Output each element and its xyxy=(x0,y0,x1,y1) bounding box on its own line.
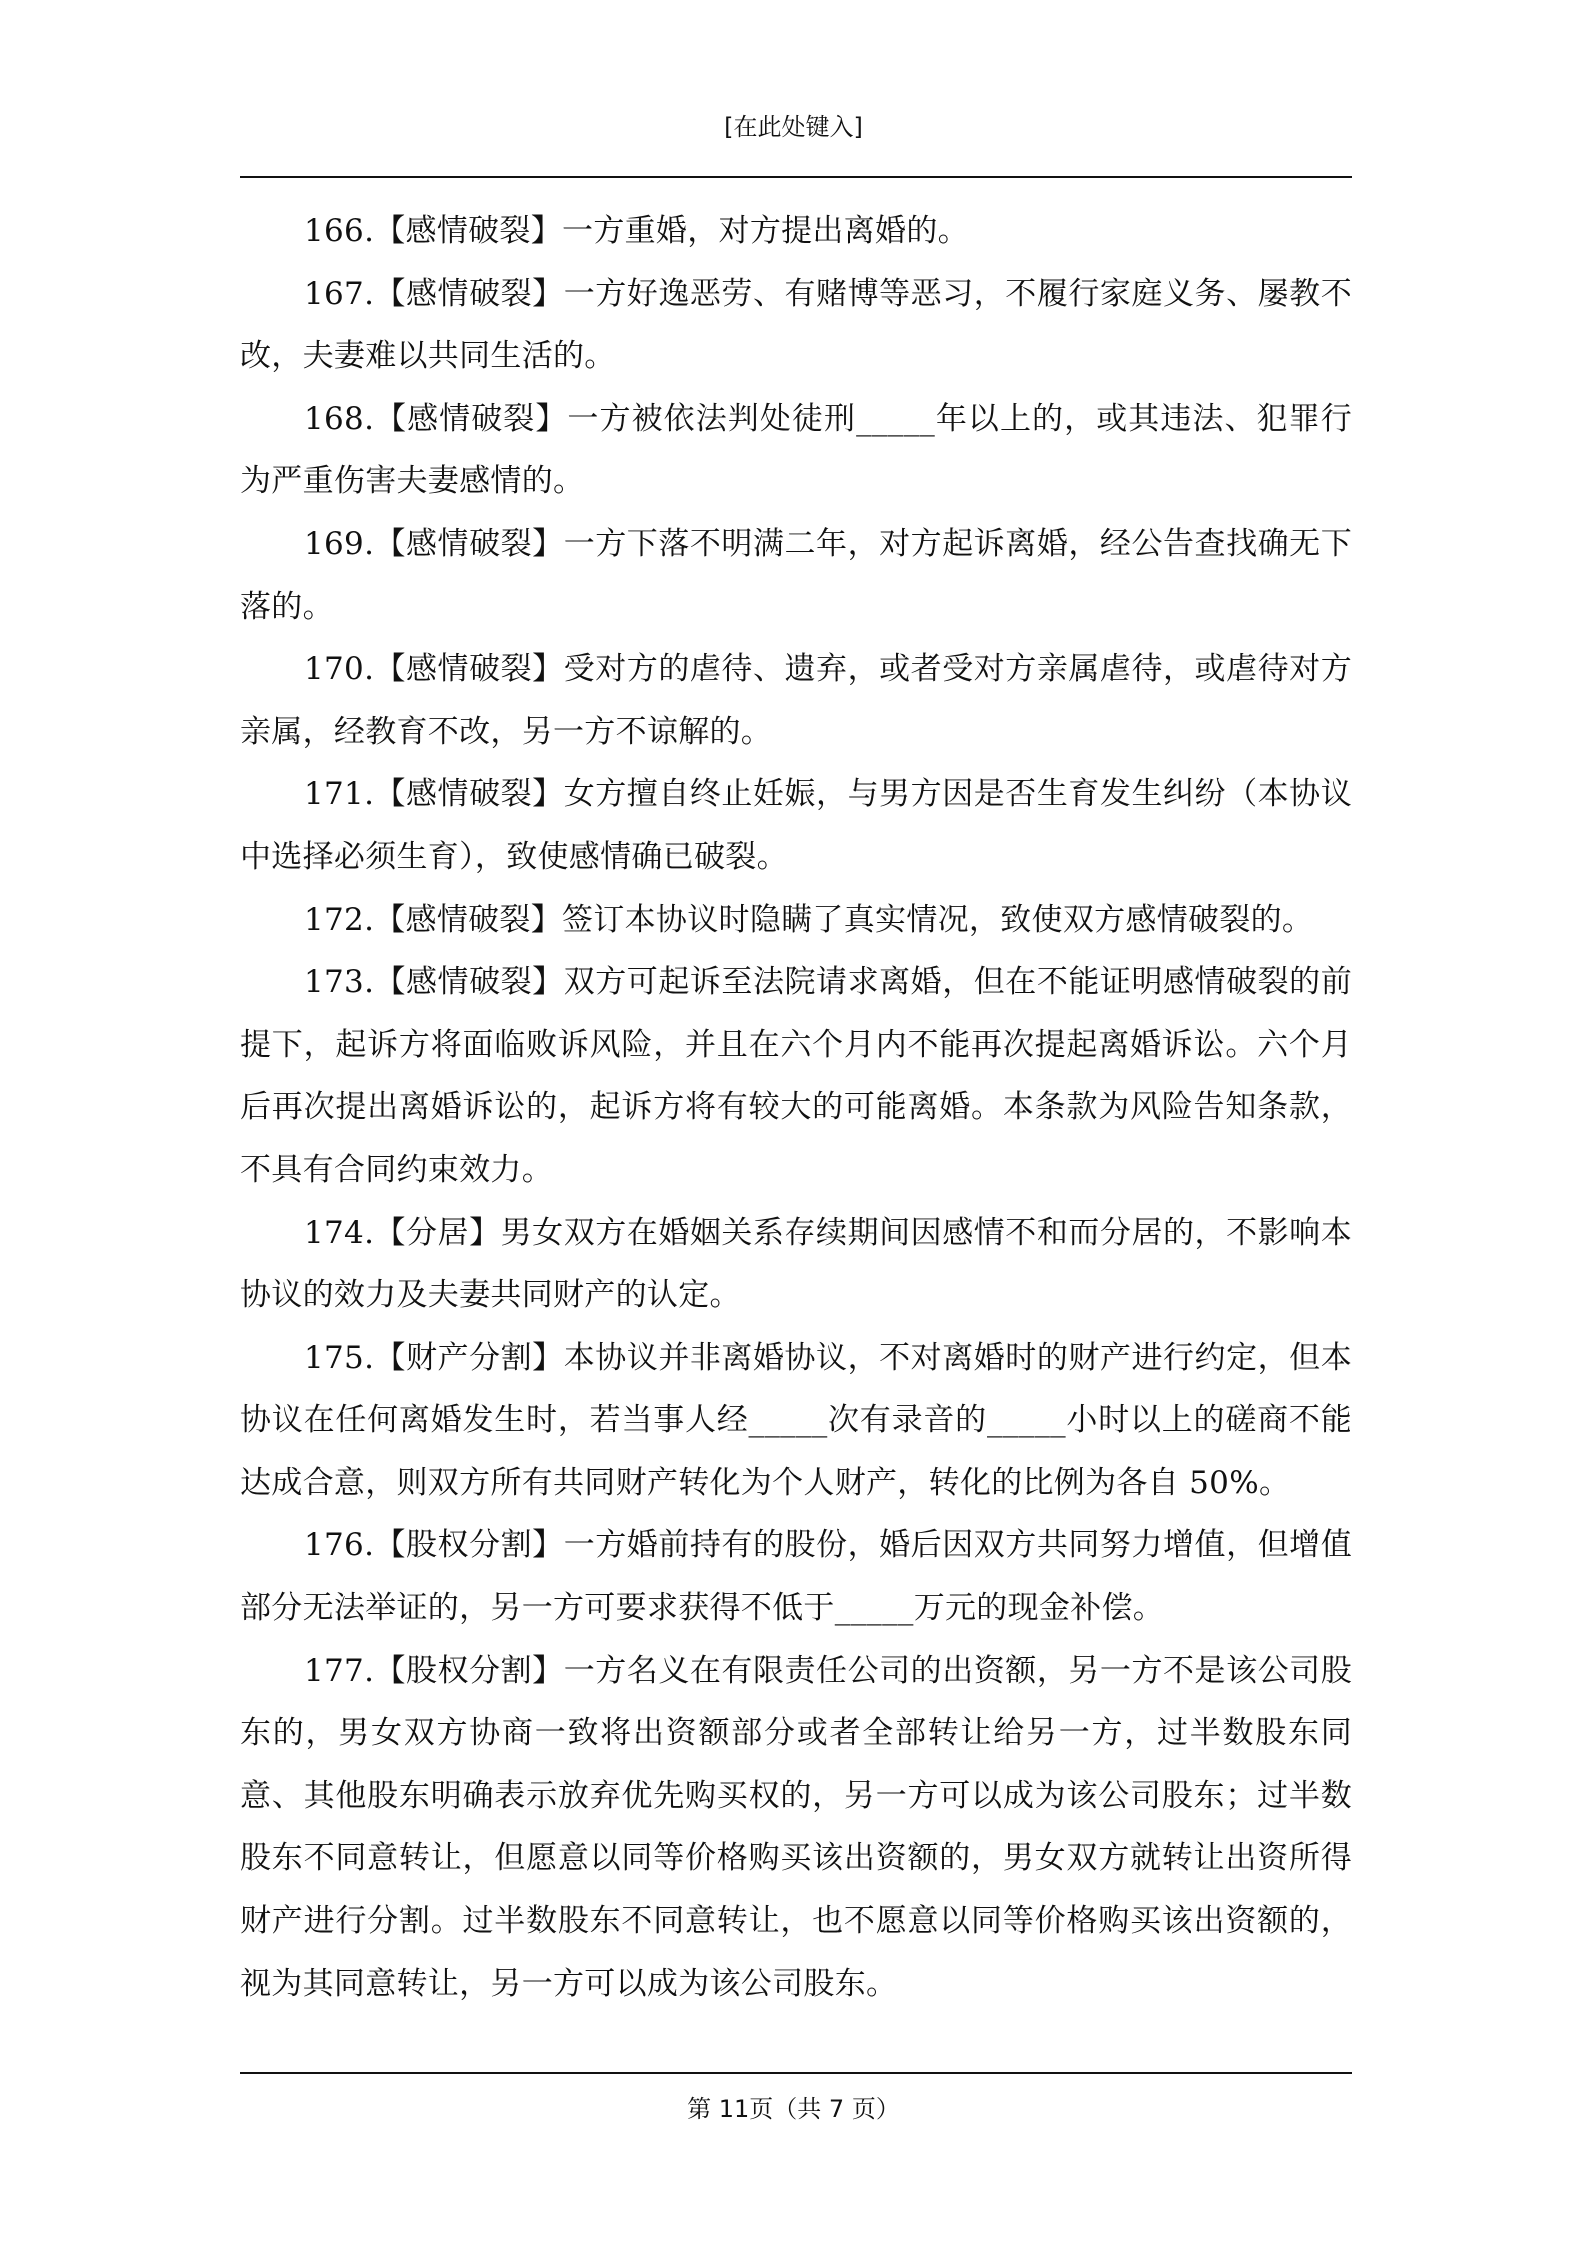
clause-175: 175.【财产分割】本协议并非离婚协议，不对离婚时的财产进行约定，但本协议在任何离婚发生时，若当事人经_____次有录音的_____小时以上的磋商不能达成合意，则双方所有共同财产转化为个人财产，转化的比例为各自 50%。 xyxy=(240,1339,1352,1501)
page-header: [在此处键入] xyxy=(724,113,863,141)
clause-173: 173.【感情破裂】双方可起诉至法院请求离婚，但在不能证明感情破裂的前提下，起诉方将面临败诉风险，并且在六个月内不能再次提起离婚诉讼。六个月后再次提出离婚诉讼的，起诉方将有较大的可能离婚。本条款为风险告知条款，不具有合同约束效力。 xyxy=(240,964,1352,1188)
clause-176: 176.【股权分割】一方婚前持有的股份，婚后因双方共同努力增值，但增值部分无法举证的，另一方可要求获得不低于_____万元的现金补偿。 xyxy=(240,1527,1352,1627)
page-footer: 第 11页（共 7 页） xyxy=(687,2095,900,2123)
clause-174: 174.【分居】男女双方在婚姻关系存续期间因感情不和而分居的，不影响本协议的效力及夫妻共同财产的认定。 xyxy=(240,1214,1352,1314)
clause-169: 169.【感情破裂】一方下落不明满二年，对方起诉离婚，经公告查找确无下落的。 xyxy=(240,525,1352,625)
footer-rule xyxy=(240,2072,1352,2074)
header-rule xyxy=(240,176,1352,178)
clause-170: 170.【感情破裂】受对方的虐待、遗弃，或者受对方亲属虐待，或虐待对方亲属，经教育不改，另一方不谅解的。 xyxy=(240,651,1352,750)
document-body xyxy=(240,200,1352,2015)
clause-167: 167.【感情破裂】一方好逸恶劳、有赌博等恶习，不履行家庭义务、屡教不改，夫妻难以共同生活的。 xyxy=(240,275,1352,375)
clause-171: 171.【感情破裂】女方擅自终止妊娠，与男方因是否生育发生纠纷（本协议中选择必须生育），致使感情确已破裂。 xyxy=(240,776,1352,875)
clause-166: 166.【感情破裂】一方重婚，对方提出离婚的。 xyxy=(304,213,969,249)
clause-177: 177.【股权分割】一方名义在有限责任公司的出资额，另一方不是该公司股东的，男女双方协商一致将出资额部分或者全部转让给另一方，过半数股东同意、其他股东明确表示放弃优先购买权的，另一方可以成为该公司股东；过半数股东不同意转让，但愿意以同等价格购买该出资额的，男女双方就转让出资所得财产进行分割。过半数股东不同意转让，也不愿意以同等价格购买该出资额的，视为其同意转让，另一方可以成为该公司股东。 xyxy=(240,1652,1352,2002)
clause-172: 172.【感情破裂】签订本协议时隐瞒了真实情况，致使双方感情破裂的。 xyxy=(304,901,1314,938)
clause-168: 168.【感情破裂】一方被依法判处徒刑_____年以上的，或其违法、犯罪行为严重伤害夫妻感情的。 xyxy=(240,400,1352,500)
